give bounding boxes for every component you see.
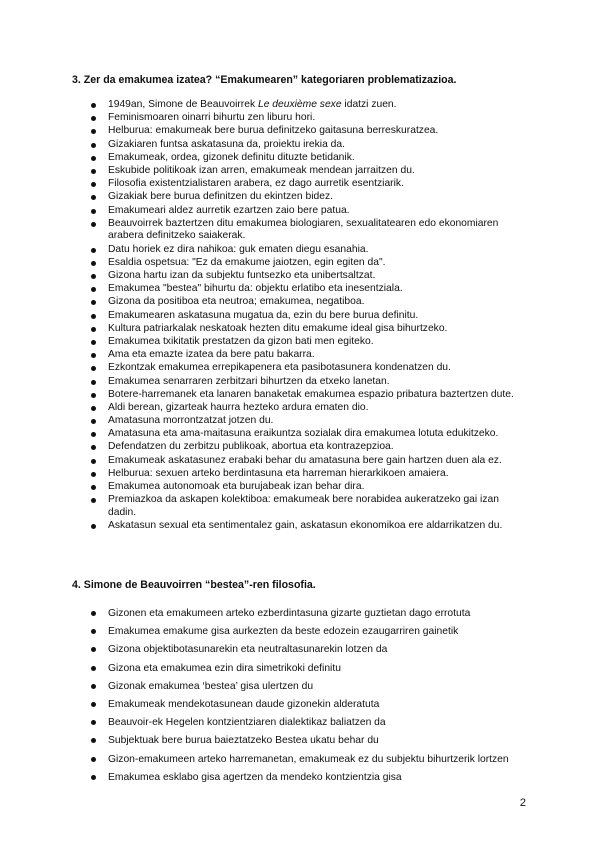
- list-item: Beauvoirrek baztertzen ditu emakumea biologiaren, sexualitatearen edo ekonomiaren arabera definitzeko saiakerak.: [108, 218, 528, 244]
- list-item: Gizona da positiboa eta neutroa; emakumea, negatiboa.: [108, 296, 528, 309]
- list-item: Gizakiak bere burua definitzen du ekintzen bidez.: [108, 191, 528, 204]
- section-3-title: 3. Zer da emakumea izatea? “Emakumearen” kategoriaren problematizazioa.: [72, 74, 457, 86]
- list-item: Botere-harremanek eta lanaren banaketak emakumea espazio pribatura baztertzen dute.: [108, 389, 528, 402]
- list-item: Feminismoaren oinarri bihurtu zen liburu hori.: [108, 112, 528, 125]
- list-item: Emakumea "bestea" bihurtu da: objektu erlatibo eta inesentziala.: [108, 283, 528, 296]
- list-item: Esaldia ospetsua: "Ez da emakume jaiotzen, egin egiten da".: [108, 257, 528, 270]
- list-item: Emakumea txikitatik prestatzen da gizon bati men egiteko.: [108, 336, 528, 349]
- list-item: Ama eta emazte izatea da bere patu bakarra.: [108, 349, 528, 362]
- list-item: Eskubide politikoak izan arren, emakumeak mendean jarraitzen du.: [108, 165, 528, 178]
- list-item: Emakumea senarraren zerbitzari bihurtzen da etxeko lanetan.: [108, 376, 528, 389]
- list-item: Beauvoir-ek Hegelen kontzientziaren dialektikaz baliatzen da: [108, 716, 528, 729]
- list-item: Gizona eta emakumea ezin dira simetrikoki definitu: [108, 662, 528, 675]
- first-item-after: idatzi zuen.: [341, 99, 397, 110]
- list-item: Askatasun sexual eta sentimentalez gain, askatasun ekonomikoa ere aldarrikatzen du.: [108, 520, 528, 533]
- first-item-before: 1949an, Simone de Beauvoirrek: [108, 99, 258, 110]
- list-item: Emakumea autonomoak eta burujabeak izan behar dira.: [108, 481, 528, 494]
- list-item: Amatasuna morrontzatzat jotzen du.: [108, 415, 528, 428]
- list-item: Emakumea emakume gisa aurkezten da beste edozein ezaugarriren gainetik: [108, 625, 528, 638]
- list-item: Gizona objektibotasunarekin eta neutraltasunarekin lotzen da: [108, 643, 528, 656]
- section-4-list: [108, 607, 528, 789]
- list-item: Gizona hartu izan da subjektu funtsezko eta unibertsaltzat.: [108, 270, 528, 283]
- list-item: Helburua: emakumeak bere burua definitzeko gaitasuna berreskuratzea.: [108, 125, 528, 138]
- section-3-list: [108, 99, 528, 533]
- list-item: Gizonen eta emakumeen arteko ezberdintasuna gizarte guztietan dago errotuta: [108, 607, 528, 620]
- list-item: Helburua: sexuen arteko berdintasuna eta harreman hierarkikoen amaiera.: [108, 468, 528, 481]
- list-item: Gizonak emakumea ‘bestea’ gisa ulertzen du: [108, 680, 528, 693]
- list-item: Datu horiek ez dira nahikoa: guk ematen diegu esanahia.: [108, 244, 528, 257]
- list-item: Ezkontzak emakumea errepikapenera eta pasibotasunera kondenatzen du.: [108, 362, 528, 375]
- list-item: Emakumeari aldez aurretik ezartzen zaio bere patua.: [108, 205, 528, 218]
- list-item: Emakumeak, ordea, gizonek definitu dituzte betidanik.: [108, 152, 528, 165]
- list-item: Emakumearen askatasuna mugatua da, ezin du bere burua definitu.: [108, 310, 528, 323]
- section-4-title: 4. Simone de Beauvoirren “bestea”-ren filosofia.: [72, 579, 316, 591]
- list-item: Kultura patriarkalak neskatoak hezten ditu emakume ideal gisa bihurtzeko.: [108, 323, 528, 336]
- list-item: Defendatzen du zerbitzu publikoak, abortua eta kontrazepzioa.: [108, 441, 528, 454]
- list-item: Gizakiaren funtsa askatasuna da, proiektu irekia da.: [108, 139, 528, 152]
- list-item: Emakumea esklabo gisa agertzen da mendeko kontzientzia gisa: [108, 771, 528, 784]
- list-item: Amatasuna eta ama-maitasuna eraikuntza sozialak dira emakumea lotuta edukitzeko.: [108, 428, 528, 441]
- list-item: [108, 99, 528, 112]
- page-number: 2: [519, 797, 526, 809]
- list-item: Emakumeak askatasunez erabaki behar du amatasuna bere gain hartzen duen ala ez.: [108, 455, 528, 468]
- list-item: Aldi berean, gizarteak haurra hezteko ardura ematen dio.: [108, 402, 528, 415]
- list-item: Premiazkoa da askapen kolektiboa: emakumeak bere norabidea aukeratzeko gai izan dadin.: [108, 494, 528, 520]
- book-title: Le deuxième sexe: [257, 99, 342, 110]
- list-item: Emakumeak mendekotasunean daude gizonekin alderatuta: [108, 698, 528, 711]
- list-item: Gizon-emakumeen arteko harremanetan, emakumeak ez du subjektu bihurtzerik lortzen: [108, 753, 528, 766]
- list-item: Filosofia existentzialistaren arabera, ez dago aurretik esentziarik.: [108, 178, 528, 191]
- list-item: Subjektuak bere burua baieztatzeko Bestea ukatu behar du: [108, 734, 528, 747]
